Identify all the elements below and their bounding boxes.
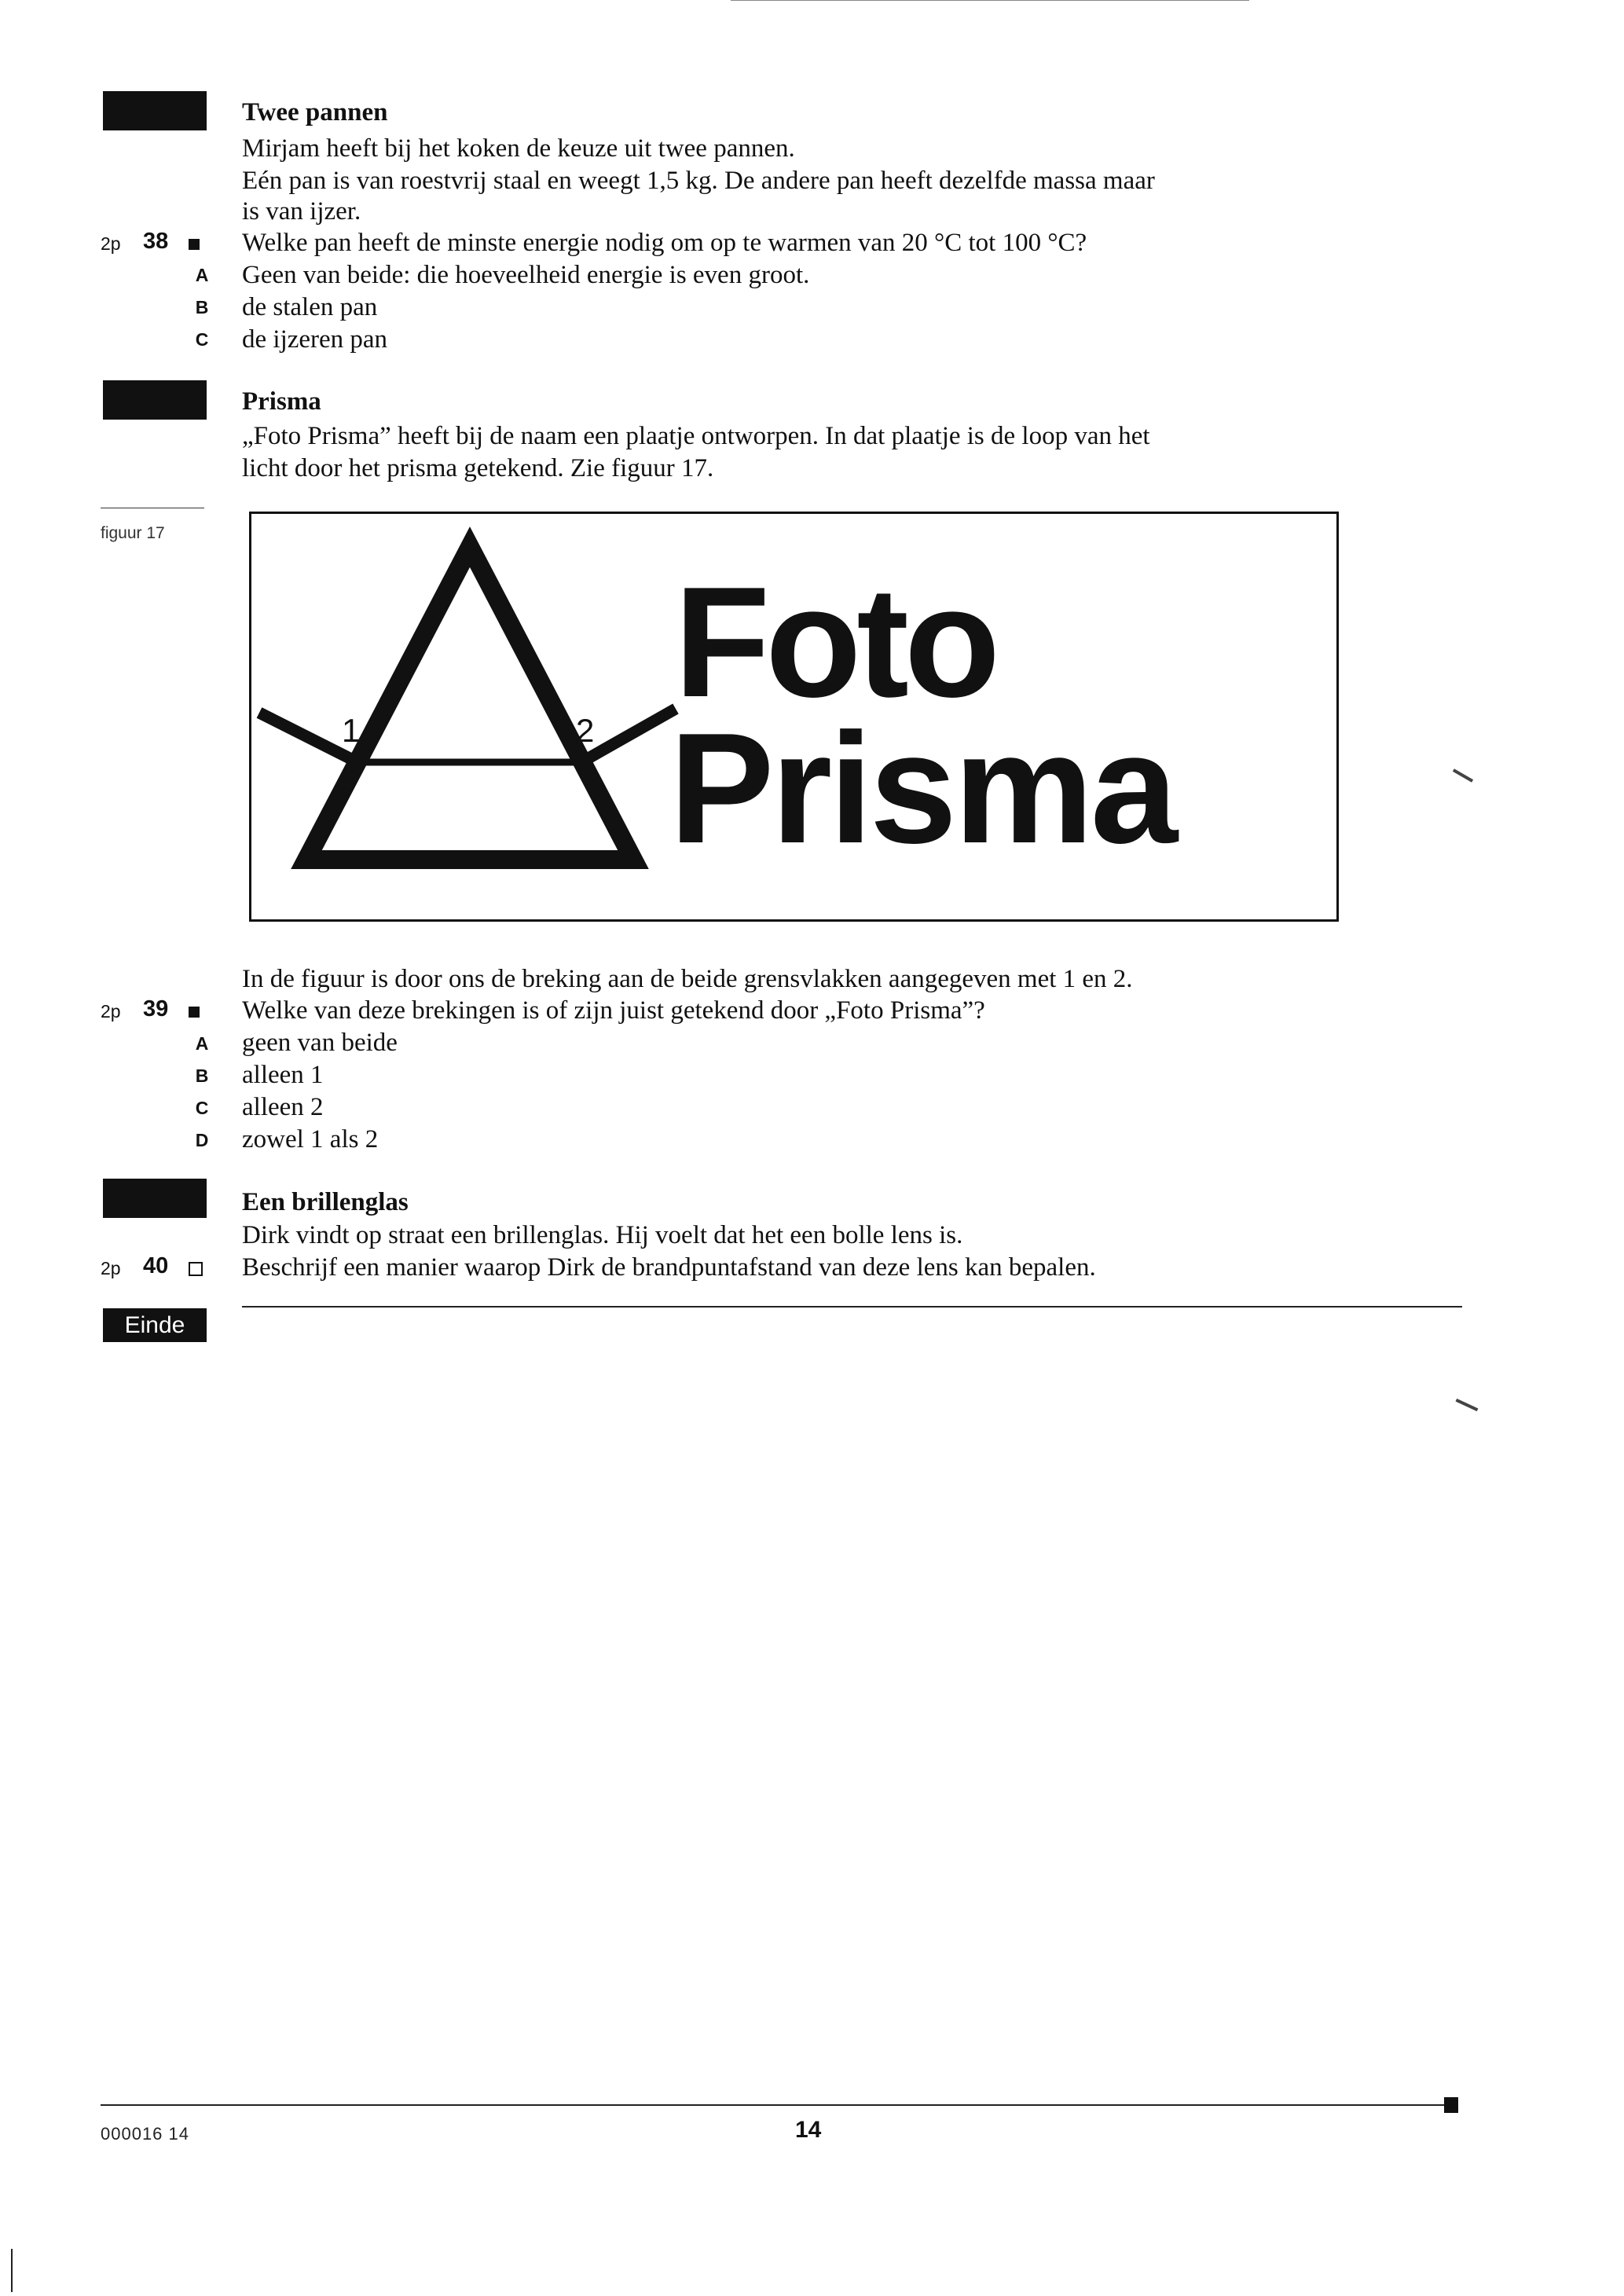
section-title-een-brillenglas: Een brillenglas (242, 1188, 409, 1216)
prisma-intro-line-1: „Foto Prisma” heeft bij de naam een plaatje ontworpen. In dat plaatje is de loop van het (242, 422, 1150, 450)
end-label: Einde (103, 1308, 207, 1342)
option-letter: B (195, 297, 209, 317)
q39-question: Welke van deze brekingen is of zijn juist getekend door „Foto Prisma”? (242, 996, 985, 1025)
q38-question: Welke pan heeft de minste energie nodig om op te warmen van 20 °C tot 100 °C? (242, 229, 1087, 257)
section-marker-bar (103, 380, 207, 420)
option-text: alleen 2 (242, 1093, 324, 1121)
scan-artifact-mark (1456, 1399, 1479, 1411)
closed-question-square-icon (189, 1007, 200, 1018)
q40-question: Beschrijf een manier waarop Dirk de brandpuntafstand van deze lens kan bepalen. (242, 1253, 1096, 1282)
question-meta-39 (101, 995, 218, 1027)
q38-intro-line-1: Mirjam heeft bij het koken de keuze uit twee pannen. (242, 134, 795, 163)
q38-intro-line-3: is van ijzer. (242, 197, 361, 226)
q39-intro: In de figuur is door ons de breking aan de beide grensvlakken aangegeven met 1 en 2. (242, 965, 1133, 993)
option-text: de ijzeren pan (242, 325, 388, 354)
prisma-intro-line-2: licht door het prisma getekend. Zie figuur 17. (242, 454, 714, 482)
option-letter: C (195, 329, 209, 350)
option-letter: C (195, 1098, 209, 1118)
page-number: 14 (795, 2117, 822, 2143)
footer-end-square-icon (1444, 2097, 1458, 2113)
option-letter: A (195, 1033, 209, 1054)
closed-question-square-icon (189, 239, 200, 250)
option-text: de stalen pan (242, 293, 378, 321)
refraction-marker-2: 2 (576, 712, 595, 749)
logo-word-foto: Foto (674, 555, 996, 730)
open-question-square-icon (189, 1262, 203, 1276)
points-label: 2p (101, 233, 121, 254)
section-marker-bar (103, 1179, 207, 1218)
option-letter: A (195, 265, 209, 285)
question-number: 39 (143, 996, 169, 1021)
option-text: alleen 1 (242, 1061, 324, 1089)
option-text: zowel 1 als 2 (242, 1125, 379, 1154)
figure-17-box (249, 512, 1339, 922)
question-number: 38 (143, 229, 169, 254)
scan-artifact-mark (1453, 768, 1473, 782)
section-title-twee-pannen: Twee pannen (242, 98, 388, 127)
option-letter: D (195, 1130, 209, 1150)
question-number: 40 (143, 1253, 169, 1278)
foto-prisma-logo-figure (251, 514, 1336, 919)
option-letter: B (195, 1065, 209, 1086)
points-label: 2p (101, 1001, 121, 1021)
question-meta-40 (101, 1252, 218, 1284)
section-marker-bar (103, 91, 207, 130)
points-label: 2p (101, 1258, 121, 1278)
prism-triangle (306, 547, 633, 860)
q38-intro-line-2: Eén pan is van roestvrij staal en weegt 1,5 kg. De andere pan heeft dezelfde massa maar (242, 167, 1155, 195)
figure-label: figuur 17 (101, 524, 165, 542)
option-text: geen van beide (242, 1029, 398, 1057)
footer-document-code: 000016 14 (101, 2124, 189, 2144)
question-meta-38 (101, 227, 218, 259)
scan-artifact-mark (11, 2249, 13, 2292)
footer-rule (101, 2104, 1454, 2106)
top-rule (731, 0, 1249, 1)
logo-word-prisma: Prisma (669, 701, 1175, 876)
section-title-prisma: Prisma (242, 387, 321, 416)
section-end-rule (242, 1306, 1462, 1308)
light-ray-outgoing (581, 709, 676, 762)
option-text: Geen van beide: die hoeveelheid energie is even groot. (242, 261, 810, 289)
refraction-marker-1: 1 (342, 712, 361, 749)
q40-intro: Dirk vindt op straat een brillenglas. Hij voelt dat het een bolle lens is. (242, 1221, 963, 1249)
